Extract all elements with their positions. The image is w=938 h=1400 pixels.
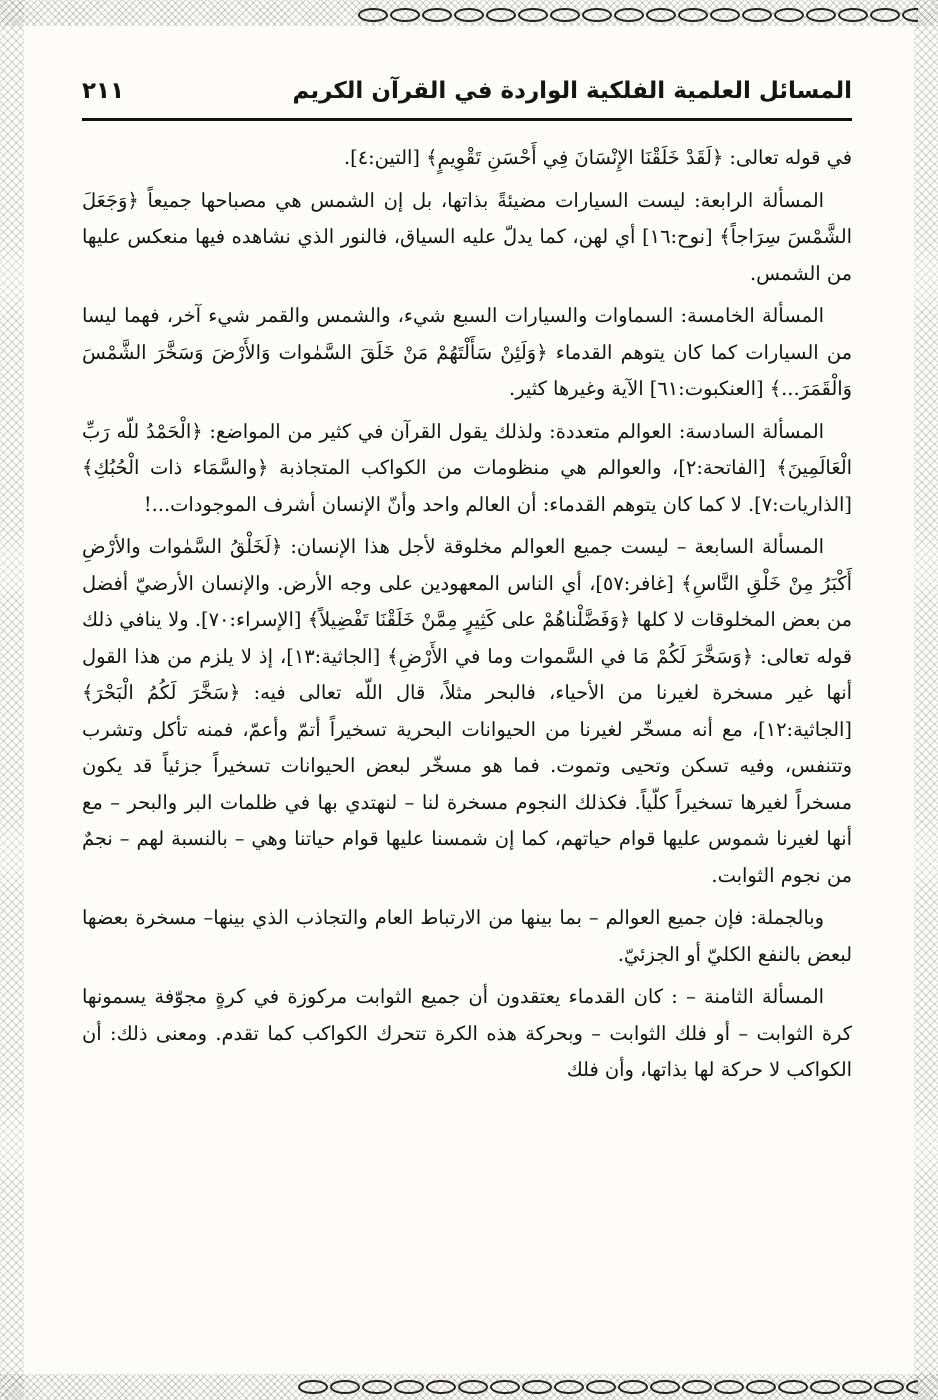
decorative-border-left bbox=[0, 0, 24, 1400]
page-number: ٢١١ bbox=[82, 78, 125, 104]
paragraph: المسألة السابعة – ليست جميع العوالم مخلوقة لأجل هذا الإنسان: ﴿لَخَلْقُ السَّمٰوات والأرْضِ أَكْبَرُ مِنْ خَلْقِ النَّاسِ﴾ [غافر:٥٧]، أي الناس المعهودين على وجه الأرض. والإنسان الأرضيّ أفضل من بعض المخلوقات لا كلها ﴿وَفَضَّلْناهُمْ على كَثِيرٍ مِمَّنْ خَلَقْنَا تَفْضِيلاً﴾ [الإسراء:٧٠]. ولا ينافي ذلك قوله تعالى: ﴿وَسَخَّرَ لَكُمْ مَا في السَّموات وما في الأَرْضِ﴾ [الجاثية:١٣]، إذ لا يلزم من هذا القول أنها غير مسخرة لغيرنا من الأحياء، فالبحر مثلاً، قال اللّه تعالى فيه: ﴿سَخَّرَ لَكُمُ الْبَحْرَ﴾ [الجاثية:١٢]، مع أنه مسخّر لغيرنا من الحيوانات البحرية تسخيراً أتمّ وأعمّ، فمنه تأكل وتشرب وتتنفس، وفيه تسكن وتحيى وتموت. فما هو مسخّر لبعض الحيوانات تسخيراً جزئياً قد يكون مسخراً لغيرها تسخيراً كلّياً. فكذلك النجوم مسخرة لنا – لنهتدي بها في ظلمات البر والبحر – مع أنها لغيرنا شموس عليها قوام حياتهم، كما إن شمسنا عليها قوام حياتنا وهي – بالنسبة لهم – نجمٌ من نجوم الثوابت. bbox=[82, 535, 853, 887]
paragraph: في قوله تعالى: ﴿لَقَدْ خَلَقْنَا الإِنْسَانَ فِي أَحْسَنِ تَقْوِيمٍ﴾ [التين:٤]. bbox=[343, 146, 852, 169]
ornament-chain-bottom bbox=[298, 1380, 918, 1394]
running-header-title: المسائل العلمية الفلكية الواردة في القرآن الكريم bbox=[292, 78, 852, 104]
paragraph: المسألة الخامسة: السماوات والسيارات السبع شيء، والشمس والقمر شيء آخر، فهما ليسا من السيارات كما كان يتوهم القدماء ﴿وَلَئِنْ سَأَلْتَهُمْ مَنْ خَلَقَ السَّمٰوات وَالأَرْضَ وَسَخَّرَ الشَّمْسَ وَالْقَمَرَ...﴾ [العنكبوت:٦١] الآية وغيرها كثير. bbox=[82, 304, 852, 400]
running-header bbox=[82, 74, 852, 121]
decorative-border-right bbox=[914, 0, 938, 1400]
paragraph: المسألة الثامنة – : كان القدماء يعتقدون أن جميع الثوابت مركوزة في كرةٍ مجوّفة يسمونها كرة الثوابت – أو فلك الثوابت – وبحركة هذه الكرة تتحرك الكواكب كما تقدم. ومعنى ذلك: أن الكواكب لا حركة لها بذاتها، وأن فلك bbox=[82, 985, 852, 1081]
page-body bbox=[82, 140, 852, 1095]
paragraph: وبالجملة: فإن جميع العوالم – بما بينها من الارتباط العام والتجاذب الذي بينها– مسخرة بعضها لبعض بالنفع الكليّ أو الجزئيّ. bbox=[82, 906, 852, 966]
ornament-chain-top bbox=[358, 8, 918, 22]
paragraph: المسألة السادسة: العوالم متعددة: ولذلك يقول القرآن في كثير من المواضع: ﴿الْحَمْدُ للّه رَبِّ الْعَالَمِينَ﴾ [الفاتحة:٢]، والعوالم هي منظومات من الكواكب المتجاذبة ﴿والسَّمَاء ذات الْحُبُكِ﴾ [الذاريات:٧]. لا كما كان يتوهم القدماء: أن العالم واحد وأنّ الإنسان أشرف الموجودات...! bbox=[82, 419, 852, 516]
paragraph: المسألة الرابعة: ليست السيارات مضيئةً بذاتها، بل إن الشمس هي مصباحها جميعاً ﴿وَجَعَلَ الشَّمْسَ سِرَاجاً﴾ [نوح:١٦] أي لهن، كما يدلّ عليه السياق، فالنور الذي نشاهده فيها منعكس عليها من الشمس. bbox=[82, 188, 852, 285]
